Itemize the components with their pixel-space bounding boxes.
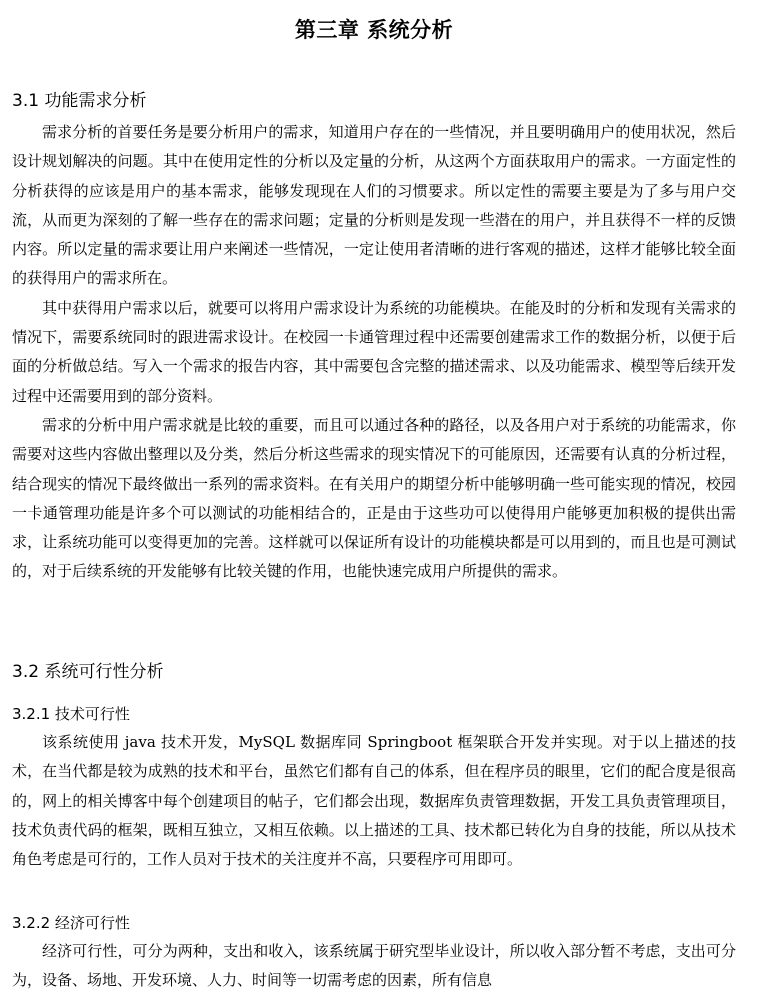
chapter-title: 第三章 系统分析 xyxy=(294,18,454,42)
paragraph: 需求分析的首要任务是要分析用户的需求，知道用户存在的一些情况，并且要明确用户的使用状况，然后设计规划解决的问题。其中在使用定性的分析以及定量的分析，从这两个方面获取用户的需求。一方面定性的分析获得的应该是用户的基本需求，能够发现现在人们的习惯要求。所以定性的需要主要是为了多与用户交流，从而更为深刻的了解一些存在的需求问题；定量的分析则是发现一些潜在的用户，并且获得不一样的反馈内容。所以定量的需求要让用户来阐述一些情况，一定让使用者清晰的进行客观的描述，这样才能够比较全面的获得用户的需求所在。 xyxy=(12,123,736,288)
paragraph: 其中获得用户需求以后，就要可以将用户需求设计为系统的功能模块。在能及时的分析和发现有关需求的情况下，需要系统同时的跟进需求设计。在校园一卡通管理过程中还需要创建需求工作的数据分析，以便于后面的分析做总结。写入一个需求的报告内容，其中需要包含完整的描述需求、以及功能需求、模型等后续开发过程中还需要用到的部分资料。 xyxy=(12,298,736,405)
paragraph: 该系统使用 java 技术开发，MySQL 数据库同 Springboot 框架联合开发并实现。对于以上描述的技术，在当代都是较为成熟的技术和平台，虽然它们都有自己的体系，但在程序员的眼里，它们的配合度是很高的，网上的相关博客中每个创建项目的帖子，它们都会出现，数据库负责管理数据，开发工具负责管理项目，技术负责代码的框架，既相互独立，又相互依赖。以上描述的工具、技术都已转化为自身的技能，所以从技术角色考虑是可行的，工作人员对于技术的关注度并不高，只要程序可用即可。 xyxy=(12,733,736,869)
subsection-3-2-2-body xyxy=(12,937,736,996)
section-heading-3-2: 3.2 系统可行性分析 xyxy=(12,662,164,682)
section-3-1-body xyxy=(12,118,736,587)
subsection-heading-3-2-2: 3.2.2 经济可行性 xyxy=(12,914,130,932)
paragraph: 需求的分析中用户需求就是比较的重要，而且可以通过各种的路径，以及各用户对于系统的功能需求，你需要对这些内容做出整理以及分类，然后分析这些需求的现实情况下的可能原因，还需要有认真的分析过程，结合现实的情况下最终做出一系列的需求资料。在有关用户的期望分析中能够明确一些可能实现的情况，校园一卡通管理功能是许多个可以测试的功能相结合的，正是由于这些功可以使得用户能够更加积极的提供出需求，让系统功能可以变得更加的完善。这样就可以保证所有设计的功能模块都是可以用到的，而且也是可测试的，对于后续系统的开发能够有比较关键的作用，也能快速完成用户所提供的需求。 xyxy=(12,415,736,581)
subsection-3-2-1-body xyxy=(12,728,736,874)
subsection-heading-3-2-1: 3.2.1 技术可行性 xyxy=(12,705,130,723)
paragraph: 经济可行性，可分为两种，支出和收入，该系统属于研究型毕业设计，所以收入部分暂不考虑，支出可分为，设备、场地、开发环境、人力、时间等一切需考虑的因素，所有信息 xyxy=(12,942,736,990)
section-heading-3-1: 3.1 功能需求分析 xyxy=(12,91,147,111)
